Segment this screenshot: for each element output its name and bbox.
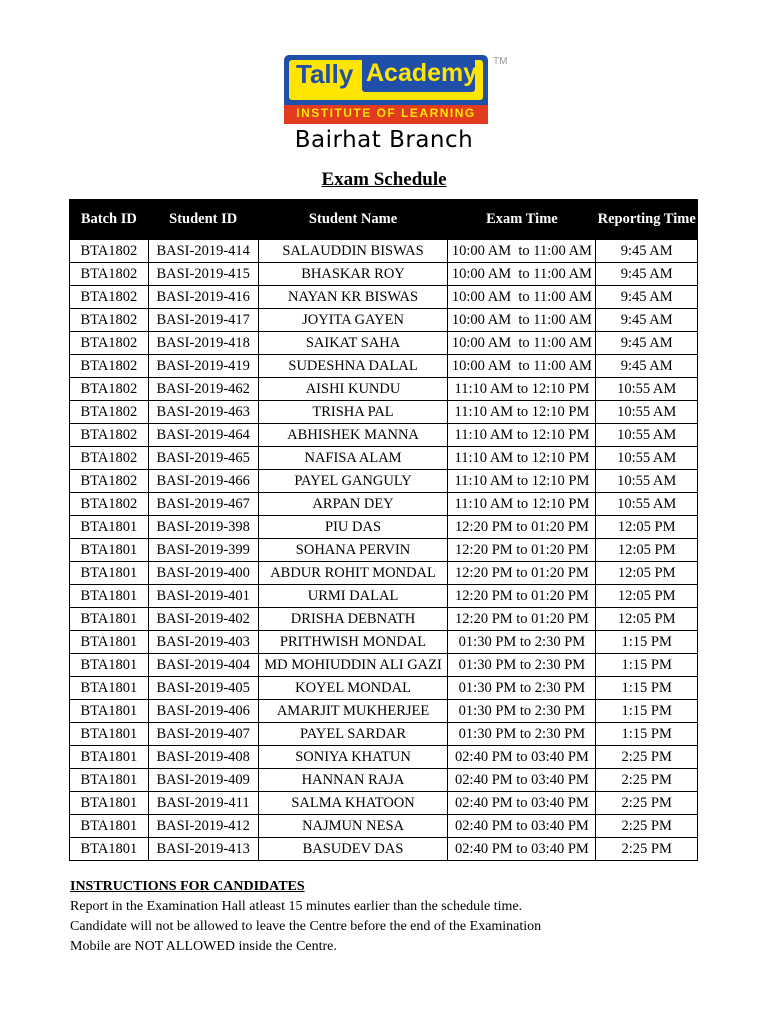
- cell-exam-time: 10:00 AM to 11:00 AM: [448, 309, 596, 332]
- cell-student-id: BASI-2019-402: [148, 608, 258, 631]
- cell-student-id: BASI-2019-400: [148, 562, 258, 585]
- cell-exam-time: 11:10 AM to 12:10 PM: [448, 401, 596, 424]
- table-row: [70, 700, 698, 723]
- cell-student-id: BASI-2019-415: [148, 263, 258, 286]
- table-row: [70, 769, 698, 792]
- header-batch-id: Batch ID: [70, 200, 149, 240]
- cell-reporting-time: 10:55 AM: [596, 447, 698, 470]
- cell-exam-time: 02:40 PM to 03:40 PM: [448, 746, 596, 769]
- cell-student-id: BASI-2019-417: [148, 309, 258, 332]
- cell-student-id: BASI-2019-416: [148, 286, 258, 309]
- cell-exam-time: 11:10 AM to 12:10 PM: [448, 493, 596, 516]
- cell-exam-time: 12:20 PM to 01:20 PM: [448, 608, 596, 631]
- cell-student-id: BASI-2019-411: [148, 792, 258, 815]
- cell-student-name: PRITHWISH MONDAL: [258, 631, 448, 654]
- table-row: [70, 493, 698, 516]
- cell-exam-time: 11:10 AM to 12:10 PM: [448, 378, 596, 401]
- cell-student-name: SAIKAT SAHA: [258, 332, 448, 355]
- cell-reporting-time: 1:15 PM: [596, 723, 698, 746]
- instructions-title: INSTRUCTIONS FOR CANDIDATES: [70, 879, 305, 894]
- cell-batch-id: BTA1801: [70, 562, 149, 585]
- cell-batch-id: BTA1801: [70, 654, 149, 677]
- header-student-name: Student Name: [258, 200, 448, 240]
- table-row: [70, 631, 698, 654]
- cell-reporting-time: 12:05 PM: [596, 608, 698, 631]
- cell-reporting-time: 9:45 AM: [596, 332, 698, 355]
- cell-batch-id: BTA1801: [70, 631, 149, 654]
- table-body: [70, 240, 698, 861]
- cell-student-id: BASI-2019-407: [148, 723, 258, 746]
- header-reporting-time: Reporting Time: [596, 200, 698, 240]
- instruction-line: Candidate will not be allowed to leave the Centre before the end of the Examination: [70, 919, 542, 934]
- cell-student-name: ABDUR ROHIT MONDAL: [258, 562, 448, 585]
- instructions: [70, 877, 541, 957]
- cell-exam-time: 12:20 PM to 01:20 PM: [448, 562, 596, 585]
- cell-student-name: SOHANA PERVIN: [258, 539, 448, 562]
- cell-student-id: BASI-2019-465: [148, 447, 258, 470]
- cell-reporting-time: 10:55 AM: [596, 470, 698, 493]
- table-row: [70, 792, 698, 815]
- table-row: [70, 539, 698, 562]
- table-row: [70, 263, 698, 286]
- table-row: [70, 378, 698, 401]
- cell-reporting-time: 2:25 PM: [596, 792, 698, 815]
- table-row: [70, 838, 698, 861]
- cell-batch-id: BTA1802: [70, 309, 149, 332]
- cell-student-name: SALAUDDIN BISWAS: [258, 240, 448, 263]
- cell-reporting-time: 9:45 AM: [596, 309, 698, 332]
- cell-exam-time: 10:00 AM to 11:00 AM: [448, 286, 596, 309]
- cell-student-id: BASI-2019-405: [148, 677, 258, 700]
- cell-student-id: BASI-2019-463: [148, 401, 258, 424]
- cell-exam-time: 02:40 PM to 03:40 PM: [448, 838, 596, 861]
- cell-student-id: BASI-2019-409: [148, 769, 258, 792]
- cell-reporting-time: 9:45 AM: [596, 263, 698, 286]
- cell-student-id: BASI-2019-412: [148, 815, 258, 838]
- cell-reporting-time: 1:15 PM: [596, 700, 698, 723]
- cell-student-name: SALMA KHATOON: [258, 792, 448, 815]
- cell-student-id: BASI-2019-466: [148, 470, 258, 493]
- table-row: [70, 654, 698, 677]
- cell-student-name: NAFISA ALAM: [258, 447, 448, 470]
- cell-student-id: BASI-2019-467: [148, 493, 258, 516]
- instruction-line: Report in the Examination Hall atleast 15 minutes earlier than the schedule time.: [70, 899, 523, 914]
- table-row: [70, 309, 698, 332]
- cell-student-id: BASI-2019-418: [148, 332, 258, 355]
- cell-student-name: MD MOHIUDDIN ALI GAZI: [258, 654, 448, 677]
- trademark-mark: TM: [493, 56, 508, 67]
- cell-batch-id: BTA1801: [70, 792, 149, 815]
- cell-exam-time: 11:10 AM to 12:10 PM: [448, 424, 596, 447]
- cell-exam-time: 02:40 PM to 03:40 PM: [448, 769, 596, 792]
- cell-reporting-time: 10:55 AM: [596, 401, 698, 424]
- cell-student-id: BASI-2019-462: [148, 378, 258, 401]
- table-row: [70, 585, 698, 608]
- cell-student-name: URMI DALAL: [258, 585, 448, 608]
- cell-batch-id: BTA1802: [70, 424, 149, 447]
- table-row: [70, 723, 698, 746]
- cell-student-id: BASI-2019-414: [148, 240, 258, 263]
- cell-reporting-time: 2:25 PM: [596, 746, 698, 769]
- table-row: [70, 516, 698, 539]
- table-row: [70, 424, 698, 447]
- cell-batch-id: BTA1801: [70, 700, 149, 723]
- cell-exam-time: 10:00 AM to 11:00 AM: [448, 240, 596, 263]
- cell-student-name: BHASKAR ROY: [258, 263, 448, 286]
- cell-reporting-time: 1:15 PM: [596, 654, 698, 677]
- cell-student-name: AMARJIT MUKHERJEE: [258, 700, 448, 723]
- cell-reporting-time: 12:05 PM: [596, 539, 698, 562]
- cell-batch-id: BTA1802: [70, 378, 149, 401]
- cell-student-id: BASI-2019-398: [148, 516, 258, 539]
- cell-student-id: BASI-2019-404: [148, 654, 258, 677]
- cell-reporting-time: 12:05 PM: [596, 562, 698, 585]
- cell-student-name: NAYAN KR BISWAS: [258, 286, 448, 309]
- table-row: [70, 470, 698, 493]
- table-row: [70, 677, 698, 700]
- cell-student-id: BASI-2019-413: [148, 838, 258, 861]
- cell-batch-id: BTA1802: [70, 470, 149, 493]
- cell-batch-id: BTA1802: [70, 263, 149, 286]
- cell-student-name: HANNAN RAJA: [258, 769, 448, 792]
- cell-reporting-time: 10:55 AM: [596, 493, 698, 516]
- cell-exam-time: 12:20 PM to 01:20 PM: [448, 539, 596, 562]
- cell-student-id: BASI-2019-399: [148, 539, 258, 562]
- cell-student-name: DRISHA DEBNATH: [258, 608, 448, 631]
- cell-exam-time: 10:00 AM to 11:00 AM: [448, 355, 596, 378]
- cell-batch-id: BTA1801: [70, 838, 149, 861]
- table-row: [70, 608, 698, 631]
- cell-exam-time: 01:30 PM to 2:30 PM: [448, 654, 596, 677]
- schedule-table: [69, 199, 698, 861]
- cell-student-name: SONIYA KHATUN: [258, 746, 448, 769]
- cell-student-id: BASI-2019-419: [148, 355, 258, 378]
- cell-batch-id: BTA1802: [70, 493, 149, 516]
- cell-student-name: AISHI KUNDU: [258, 378, 448, 401]
- cell-exam-time: 12:20 PM to 01:20 PM: [448, 585, 596, 608]
- cell-exam-time: 02:40 PM to 03:40 PM: [448, 792, 596, 815]
- cell-batch-id: BTA1801: [70, 539, 149, 562]
- cell-batch-id: BTA1802: [70, 286, 149, 309]
- cell-student-id: BASI-2019-406: [148, 700, 258, 723]
- cell-reporting-time: 9:45 AM: [596, 286, 698, 309]
- cell-batch-id: BTA1801: [70, 608, 149, 631]
- cell-batch-id: BTA1801: [70, 746, 149, 769]
- cell-reporting-time: 2:25 PM: [596, 769, 698, 792]
- table-row: [70, 447, 698, 470]
- cell-reporting-time: 12:05 PM: [596, 585, 698, 608]
- cell-student-name: PAYEL GANGULY: [258, 470, 448, 493]
- cell-student-name: ABHISHEK MANNA: [258, 424, 448, 447]
- cell-exam-time: 01:30 PM to 2:30 PM: [448, 677, 596, 700]
- cell-batch-id: BTA1802: [70, 355, 149, 378]
- header-student-id: Student ID: [148, 200, 258, 240]
- table-row: [70, 332, 698, 355]
- cell-exam-time: 11:10 AM to 12:10 PM: [448, 470, 596, 493]
- cell-exam-time: 01:30 PM to 2:30 PM: [448, 631, 596, 654]
- cell-batch-id: BTA1802: [70, 447, 149, 470]
- table-header-row: [70, 200, 698, 240]
- cell-batch-id: BTA1801: [70, 769, 149, 792]
- cell-student-id: BASI-2019-401: [148, 585, 258, 608]
- cell-student-name: NAJMUN NESA: [258, 815, 448, 838]
- logo-brand-word: Tally: [296, 59, 354, 89]
- cell-student-name: SUDESHNA DALAL: [258, 355, 448, 378]
- cell-exam-time: 10:00 AM to 11:00 AM: [448, 332, 596, 355]
- cell-exam-time: 02:40 PM to 03:40 PM: [448, 815, 596, 838]
- cell-student-id: BASI-2019-464: [148, 424, 258, 447]
- table-row: [70, 562, 698, 585]
- table-row: [70, 286, 698, 309]
- page-title: Exam Schedule: [321, 169, 447, 190]
- cell-student-name: PAYEL SARDAR: [258, 723, 448, 746]
- cell-student-id: BASI-2019-403: [148, 631, 258, 654]
- cell-exam-time: 12:20 PM to 01:20 PM: [448, 516, 596, 539]
- cell-exam-time: 01:30 PM to 2:30 PM: [448, 723, 596, 746]
- cell-reporting-time: 12:05 PM: [596, 516, 698, 539]
- cell-exam-time: 10:00 AM to 11:00 AM: [448, 263, 596, 286]
- table-row: [70, 401, 698, 424]
- logo-tagline: INSTITUTE OF LEARNING: [296, 106, 476, 120]
- cell-reporting-time: 9:45 AM: [596, 355, 698, 378]
- cell-batch-id: BTA1801: [70, 815, 149, 838]
- cell-student-name: ARPAN DEY: [258, 493, 448, 516]
- cell-reporting-time: 2:25 PM: [596, 815, 698, 838]
- cell-student-name: JOYITA GAYEN: [258, 309, 448, 332]
- cell-batch-id: BTA1802: [70, 240, 149, 263]
- header-exam-time: Exam Time: [448, 200, 596, 240]
- tally-academy-logo: [284, 55, 488, 124]
- branch-name: Bairhat Branch: [294, 127, 474, 153]
- cell-reporting-time: 9:45 AM: [596, 240, 698, 263]
- cell-batch-id: BTA1802: [70, 401, 149, 424]
- logo-academy-word: Academy: [366, 59, 478, 87]
- cell-student-id: BASI-2019-408: [148, 746, 258, 769]
- cell-batch-id: BTA1801: [70, 585, 149, 608]
- cell-reporting-time: 10:55 AM: [596, 378, 698, 401]
- cell-reporting-time: 1:15 PM: [596, 631, 698, 654]
- cell-reporting-time: 1:15 PM: [596, 677, 698, 700]
- cell-student-name: PIU DAS: [258, 516, 448, 539]
- cell-batch-id: BTA1801: [70, 723, 149, 746]
- cell-reporting-time: 10:55 AM: [596, 424, 698, 447]
- cell-student-name: BASUDEV DAS: [258, 838, 448, 861]
- cell-reporting-time: 2:25 PM: [596, 838, 698, 861]
- cell-student-name: KOYEL MONDAL: [258, 677, 448, 700]
- cell-student-name: TRISHA PAL: [258, 401, 448, 424]
- cell-batch-id: BTA1802: [70, 332, 149, 355]
- table-row: [70, 746, 698, 769]
- cell-exam-time: 01:30 PM to 2:30 PM: [448, 700, 596, 723]
- table-row: [70, 815, 698, 838]
- cell-batch-id: BTA1801: [70, 677, 149, 700]
- instruction-line: Mobile are NOT ALLOWED inside the Centre.: [70, 939, 337, 954]
- table-row: [70, 355, 698, 378]
- cell-exam-time: 11:10 AM to 12:10 PM: [448, 447, 596, 470]
- table-row: [70, 240, 698, 263]
- cell-batch-id: BTA1801: [70, 516, 149, 539]
